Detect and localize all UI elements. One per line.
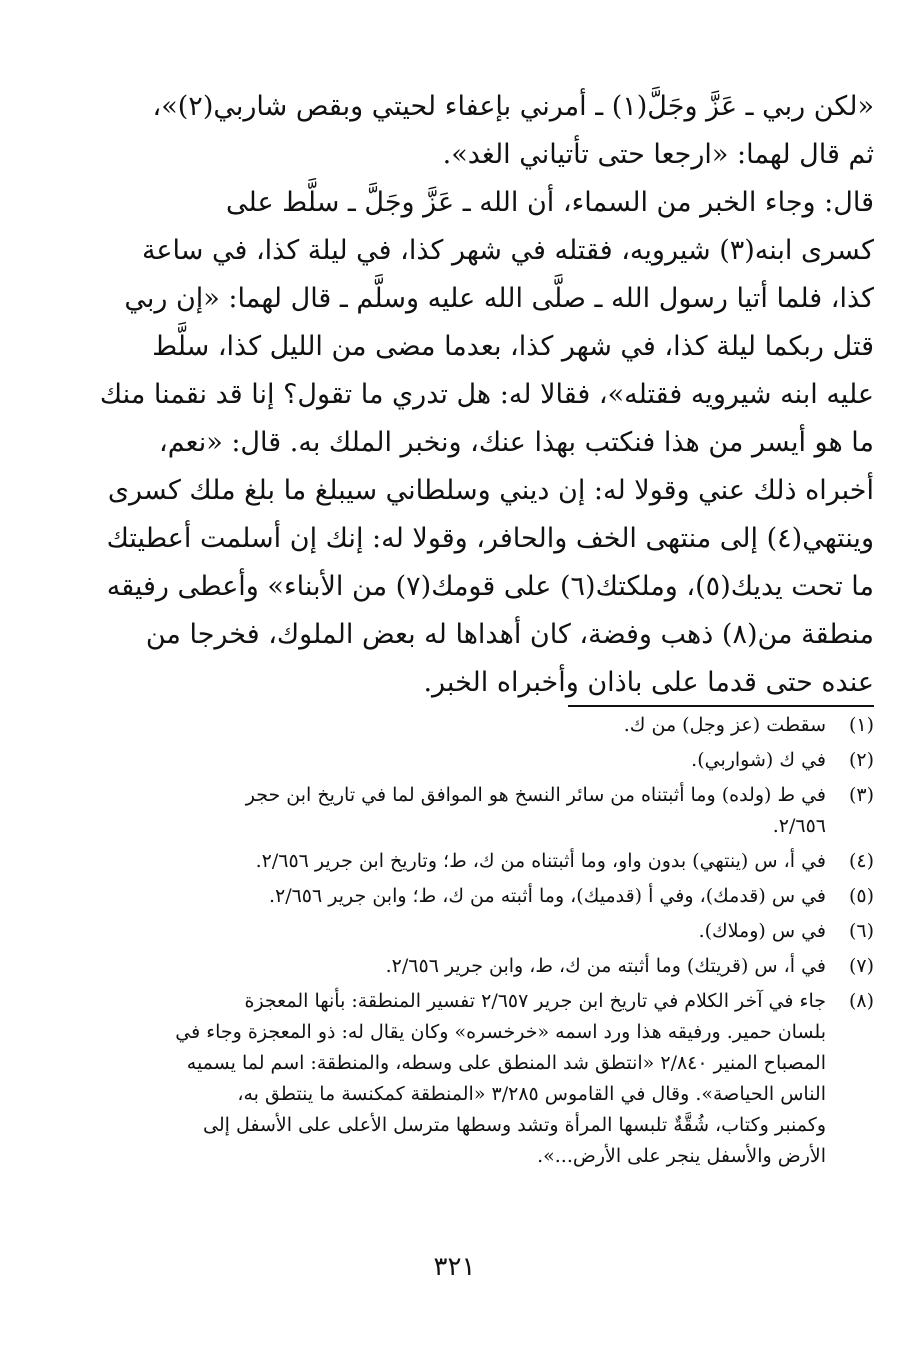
- footnote: [176, 881, 874, 912]
- footnote-line: وكمنبر وكتاب، شُقَّةٌ تلبسها المرأة وتشد وسطها مترسل الأعلى على الأسفل إلى: [203, 1114, 826, 1136]
- footnote-number: (٣): [848, 784, 874, 806]
- footnote-line: في ك (شواربي).: [691, 749, 826, 771]
- footnote-line: الناس الحياصة». وقال في القاموس ٣/٢٨٥ «المنطقة كمكنسة ما ينتطق به،: [237, 1083, 826, 1105]
- main-line: كذا، فلما أتيا رسول الله ـ صلَّى الله عليه وسلَّم ـ قال لهما: «إن ربي: [124, 283, 874, 314]
- footnote-line: في أ، س (قريتك) وما أثبته من ك، ط، وابن جرير ٢/٦٥٦.: [385, 955, 826, 977]
- footnote: [176, 780, 874, 842]
- footnote-line: المصباح المنير ٢/٨٤٠ «انتطق شد المنطق على وسطه، والمنطقة: اسم لما يسميه: [186, 1052, 826, 1074]
- main-line: كسرى ابنه(٣) شيرويه، فقتله في شهر كذا، في ليلة كذا، في ساعة: [141, 235, 874, 266]
- main-text: [99, 83, 874, 707]
- page-number: ٣٢١: [433, 1252, 476, 1282]
- main-line: «لكن ربي ـ عَزَّ وجَلَّ(١) ـ أمرني بإعفاء لحيتي وبقص شاربي(٢)»،: [152, 91, 874, 122]
- footnote: [176, 951, 874, 982]
- footnote-line: ٢/٦٥٦.: [772, 815, 826, 837]
- main-line: ما هو أيسر من هذا فنكتب بهذا عنك، ونخبر الملك به. قال: «نعم،: [159, 427, 874, 458]
- main-line: ثم قال لهما: «ارجعا حتى تأتياني الغد».: [442, 139, 874, 170]
- footnote-text: [176, 881, 826, 912]
- main-line: قال: وجاء الخبر من السماء، أن الله ـ عَزَّ وجَلَّ ـ سلَّط على: [226, 187, 874, 218]
- footnote-separator: [568, 705, 874, 707]
- main-line: ما تحت يديك(٥)، وملكتك(٦) على قومك(٧) من الأبناء» وأعطى رفيقه: [106, 571, 874, 602]
- footnote: [176, 846, 874, 877]
- main-line: أخبراه ذلك عني وقولا له: إن ديني وسلطاني سيبلغ ما بلغ ملك كسرى: [107, 475, 874, 506]
- footnote-number: (٧): [848, 955, 874, 977]
- footnote-line: سقطت (عز وجل) من ك.: [623, 714, 826, 736]
- footnote-number: (١): [848, 714, 874, 736]
- footnote-text: [176, 846, 826, 877]
- footnote-text: [176, 916, 826, 947]
- footnote: [176, 745, 874, 776]
- main-line: منطقة من(٨) ذهب وفضة، كان أهداها له بعض الملوك، فخرجا من: [145, 619, 874, 650]
- footnote: [176, 710, 874, 741]
- footnote-text: [175, 986, 826, 1172]
- main-line: وينتهي(٤) إلى منتهى الخف والحافر، وقولا له: إنك إن أسلمت أعطيتك: [106, 523, 874, 554]
- footnote-line: بلسان حمير. ورفيقه هذا ورد اسمه «خرخسره» وكان يقال له: ذو المعجزة وجاء في: [175, 1021, 826, 1043]
- footnote-text: [176, 745, 826, 776]
- main-line: قتل ربكما ليلة كذا، في شهر كذا، بعدما مضى من الليل كذا، سلَّط: [152, 331, 874, 362]
- footnote-number: (٦): [848, 920, 874, 942]
- footnote-line: في ط (ولده) وما أثبتناه من سائر النسخ هو الموافق لما في تاريخ ابن حجر: [245, 784, 826, 806]
- footnotes: [176, 710, 874, 1176]
- footnote-line: في س (قدمك)، وفي أ (قدميك)، وما أثبته من ك، ط؛ وابن جرير ٢/٦٥٦.: [268, 885, 826, 907]
- footnote-line: الأرض والأسفل ينجر على الأرض...».: [537, 1145, 826, 1167]
- footnote-number: (٨): [848, 990, 874, 1012]
- footnote-number: (٤): [848, 850, 874, 872]
- footnote-text: [176, 710, 826, 741]
- footnote: [176, 986, 874, 1172]
- footnote-number: (٥): [848, 885, 874, 907]
- footnote-text: [176, 780, 826, 842]
- footnote-line: جاء في آخر الكلام في تاريخ ابن جرير ٢/٦٥٧ تفسير المنطقة: بأنها المعجزة: [244, 990, 826, 1012]
- footnote-text: [176, 951, 826, 982]
- footnote: [176, 916, 874, 947]
- footnote-line: في س (وملاك).: [698, 920, 826, 942]
- footnote-number: (٢): [848, 749, 874, 771]
- footnote-line: في أ، س (ينتهي) بدون واو، وما أثبتناه من ك، ط؛ وتاريخ ابن جرير ٢/٦٥٦.: [255, 850, 826, 872]
- main-line: عليه ابنه شيرويه فقتله»، فقالا له: هل تدري ما تقول؟ إنا قد نقمنا منك: [99, 379, 874, 410]
- main-line: عنده حتى قدما على باذان وأخبراه الخبر.: [423, 667, 874, 698]
